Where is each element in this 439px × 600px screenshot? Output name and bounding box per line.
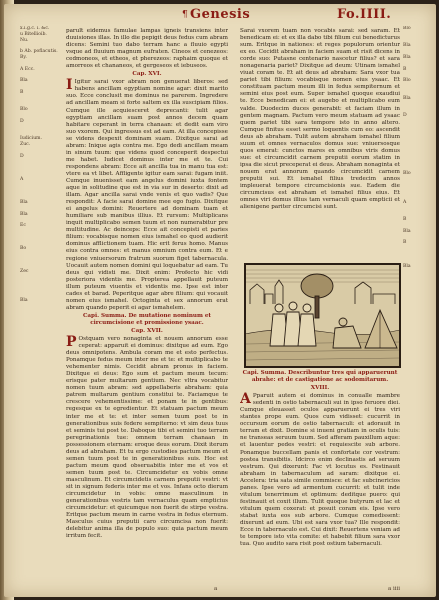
chapter-summary-xvii: Capi. Summa. De mutatione nominum et circumcisione et promissione ysaac. xyxy=(82,312,212,326)
left-paragraph-3 xyxy=(66,336,228,540)
chapter-heading-xviii: XVIII. xyxy=(310,385,330,392)
chapter-heading-xvi: Cap. XVI. xyxy=(132,71,162,78)
header-folio-number: Fo.IIII. xyxy=(337,7,392,22)
left-margin-notes: x.i.g.c. i. &c. u Bitellioib. Nu. b Ab. poflacutis. By. A Ecc. Bla B Blo D Iudicium. Zuc. D A Bla Bla Ec Bo Zec Bla xyxy=(20,26,58,304)
woodcut-drawing xyxy=(245,264,400,367)
right-paragraph-1: Sarai vxorem tuam non vocabis sarai: sed saram. Et benedicam ei: et ex illa dabo tibi filium cui benedicturus sum. Eritque in nationes: et reges populorum orientur ex eo. Cecidit abraham in faciem suam et risit dicens in corde suo: Putasne centenario nascetur filius? et sara nonagenaria pariet? Dixitque ad deum: Utinam ismahel viuat coram te. Et ait deus ad abraham: Sara vxor tua pariet tibi filium: vocabisque nomen eius ysaac. Et constituam pactum meum illi in fedus sempiternum et semini eius post eum. Super ismahel quoque exaudiui te. Ecce benedicam ei: et augebo et multiplicabo eum valde. Duodecim duces generabit: et faciam illum in gentem magnam. Pactum vero meum statuam ad ysaac quem pariet tibi sara tempore isto in anno altero. Cumque finitus esset sermo loquentis cum eo: ascendit deus ab abraham. Tulit autem abraham ismahel filium suum et omnes vernaculos domus sue: vniuersosque quos emerat: cunctos mares ex omnibus viris domus sue: et circumcidit carnem preputii eorum statim in ipsa die sicut preceperat ei deus. Abraham nonaginta et nouem erat annorum quando circumcidit carnem preputii sui. Et ismahel filius tredecim annos impleuerat tempore circumcisionis sue. Eadem die circumcisus est abraham et ismahel filius eius. Et omnes viri domus illius tam vernaculi quam empticii et alienigene pariter circumcisi sunt. xyxy=(240,28,400,211)
right-paragraph-2 xyxy=(240,393,400,548)
book-page xyxy=(4,4,436,597)
signature-mark: a xyxy=(214,586,218,592)
drop-cap-i: I xyxy=(66,77,73,94)
chapter-summary-xviii: Capi. Summa. Describuntur tres qui apparuerunt abrahe: et de castigatione ac sodomitarum. xyxy=(242,370,398,384)
woodcut-illustration xyxy=(244,263,401,368)
chapter-heading-xvii: Cap. XVII. xyxy=(131,327,163,334)
left-paragraph-2 xyxy=(66,79,228,312)
running-header xyxy=(4,7,436,25)
folio-signature: a iiii xyxy=(388,586,401,592)
left-paragraph-2-text: Igitur sarai vxor abram non genuerat liberos: sed habens ancillam egyptiam nomine agar: dixit marito suo. Ecce conclusit me dominus ne parerem. Ingredere ad ancillam meam si forte saltem ex illa suscipiam filios. Cumque ille acquiesceret deprecanti: tulit agar egyptiam ancillam suam post annos decem quam habitare ceperant in terra chanaan: et dedit eam viro suo vxorem. Qui ingressus est ad eam. At illa concepisse se videns despexit dominam suam. Dixitque sarai ad abram: Inique agis contra me. Ego dedi ancillam meam in sinum tuum: que videns quod conceperit despectui me habet. Iudicet dominus inter me et te. Cui respondens abram: Ecce ait ancilla tua in manu tua est: vtere ea vt libet. Affligente igitur eam sarai: fugam iniit. Cumque inuenisset eam angelus domini iuxta fontem aque in solitudine que est in via sur in deserto: dixit ad illam. Agar ancilla sarai vnde venis et quo vadis? Que respondit: A facie sarai domine mee ego fugio. Dixitque ei angelus domini: Reuertere ad dominam tuam et humiliare sub manibus illius. Et rursum: Multiplicans inquit multiplicabo semen tuum et non numerabitur pre multitudine. Ac deinceps: Ecce ait concepisti et paries filium: vocabisque nomen eius ismahel eo quod audierit dominus afflictionem tuam. Hic erit ferus homo. Manus eius contra omnes: et manus omnium contra eum. Et e regione vniuersorum fratrum suorum figet tabernacula. Uocauit autem nomen domini qui loquebatur ad eam. Tu deus qui vidisti me. Dixit enim: Profecto hic vidi posteriora videntis me. Propterea appellauit puteum illum puteum viuentis et videntis me. Ipse est inter cades et barad. Peperitque agar abre filium: qui vocauit nomen eius ismahel. Octoginta et sex annorum erat abram quando peperit ei agar ismahelem. xyxy=(66,79,228,311)
pilcrow-mark: ¶ xyxy=(182,10,188,20)
left-paragraph-1: parult eidemus famulae lampas igneis transiens inter duuisiones illas. In illo die pepigit deus fedus cum abram dicens: Semini tuo dabo terram hanc a fluuio egypti vsque ad fluuium magnum eufraten. Cineos et cenezeos: cedmoneos, et etheos, et pherezeos: raphaim quoque et amorreos et chananeos, et gergeseos et iebuseos. xyxy=(66,28,228,70)
right-margin-notes: Blo Bla Bla B Blo Bla D Blo A B Bla B Bla xyxy=(403,26,411,269)
left-paragraph-3-text: Ostquam vero nonaginta et nouem annorum esse ceperat: apparuit ei dominus: dixitque ad eum. Ego deus omnipotens. Ambula coram me et esto perfectus. Ponamque fedus meum inter me et te: et multiplicabo te vehementer nimis. Cecidit abram pronus in faciem. Dixitque ei deus: Ego sum et pactum meum tecum: erisque pater multarum gentium. Nec vltra vocabitur nomen tuum abram: sed appellaberis abraham: quia patrem multarum gentium constitui te. Faciamque te crescere vehementissime: et ponam te in gentibus: regesque ex te egredientur. Et statuam pactum meum inter me et te: et inter semen tuum post te in generationibus suis federe sempiterno: vt sim deus tuus et seminis tui post te. Daboque tibi et semini tuo terram peregrinationis tue: omnem terram chanaan in possessionem eternam: eroque deus eorum. Dixit iterum deus ad abraham. Et tu ergo custodies pactum meum et semen tuum post te in generationibus suis. Hoc est pactum meum quod obseruabitis inter me et vos et semen tuum post te. Circumcidetur ex vobis omne masculinum. Et circumcidetis carnem preputii vestri: vt sit in signum federis inter me et vos. Infans octo dierum circumcidetur in vobis: omne masculinum in generationibus vestris tam vernaculus quam empticius circumcidetur: et quicumque non fuerit de stirpe vestra. Eritque pactum meum in carne vestra in fedus eternum. Masculus cuius preputii caro circumcisa non fuerit: delebitur anima illa de populo suo: quia pactum meum irritum fecit. xyxy=(66,336,228,540)
left-text-column xyxy=(66,28,228,583)
right-paragraph-2-text: Pparuit autem ei dominus in conualle mambre sedenti in ostio tabernaculi sui in ipso feruore diei. Cumque eleuasset oculos apparuerunt ei tres viri stantes prope eum. Quos cum vidisset: cucurrit in occursum eorum de ostio tabernaculi: et adorauit in terram et dixit. Domine si inueni gratiam in oculis tuis: ne transeas seruum tuum. Sed afferam pauxillum aque: et lauentur pedes vestri: et requiescite sub arbore. Ponamque buccellam panis et confortate cor vestrum: postea transibitis. Idcirco enim declinastis ad seruum vestrum. Qui dixerunt: Fac vt locutus es. Festinauit abraham in tabernaculum ad saram: dixitque ei. Accelera: tria sata simile commisce: et fac subcinericios panes. Ipse vero ad armentum cucurrit: et tulit inde vitulum tenerrimum et optimum: deditque puero: qui festinauit et coxit illum. Tulit quoque butyrum et lac et vitulum quem coxerat: et posuit coram eis. Ipse vero stabat iuxta eos sub arbore. Cumque comedissent: dixerunt ad eum. Ubi est sara vxor tua? Ille respondit: Ecce in tabernaculo est. Cui dixit: Reuertens veniam ad te tempore isto vita comite: et habebit filium sara vxor tua. Quo audito sara risit post ostium tabernaculi. xyxy=(240,393,400,548)
drop-cap-a: A xyxy=(240,391,251,408)
header-book-title: Genesis xyxy=(190,7,251,22)
drop-cap-p: P xyxy=(66,334,77,351)
